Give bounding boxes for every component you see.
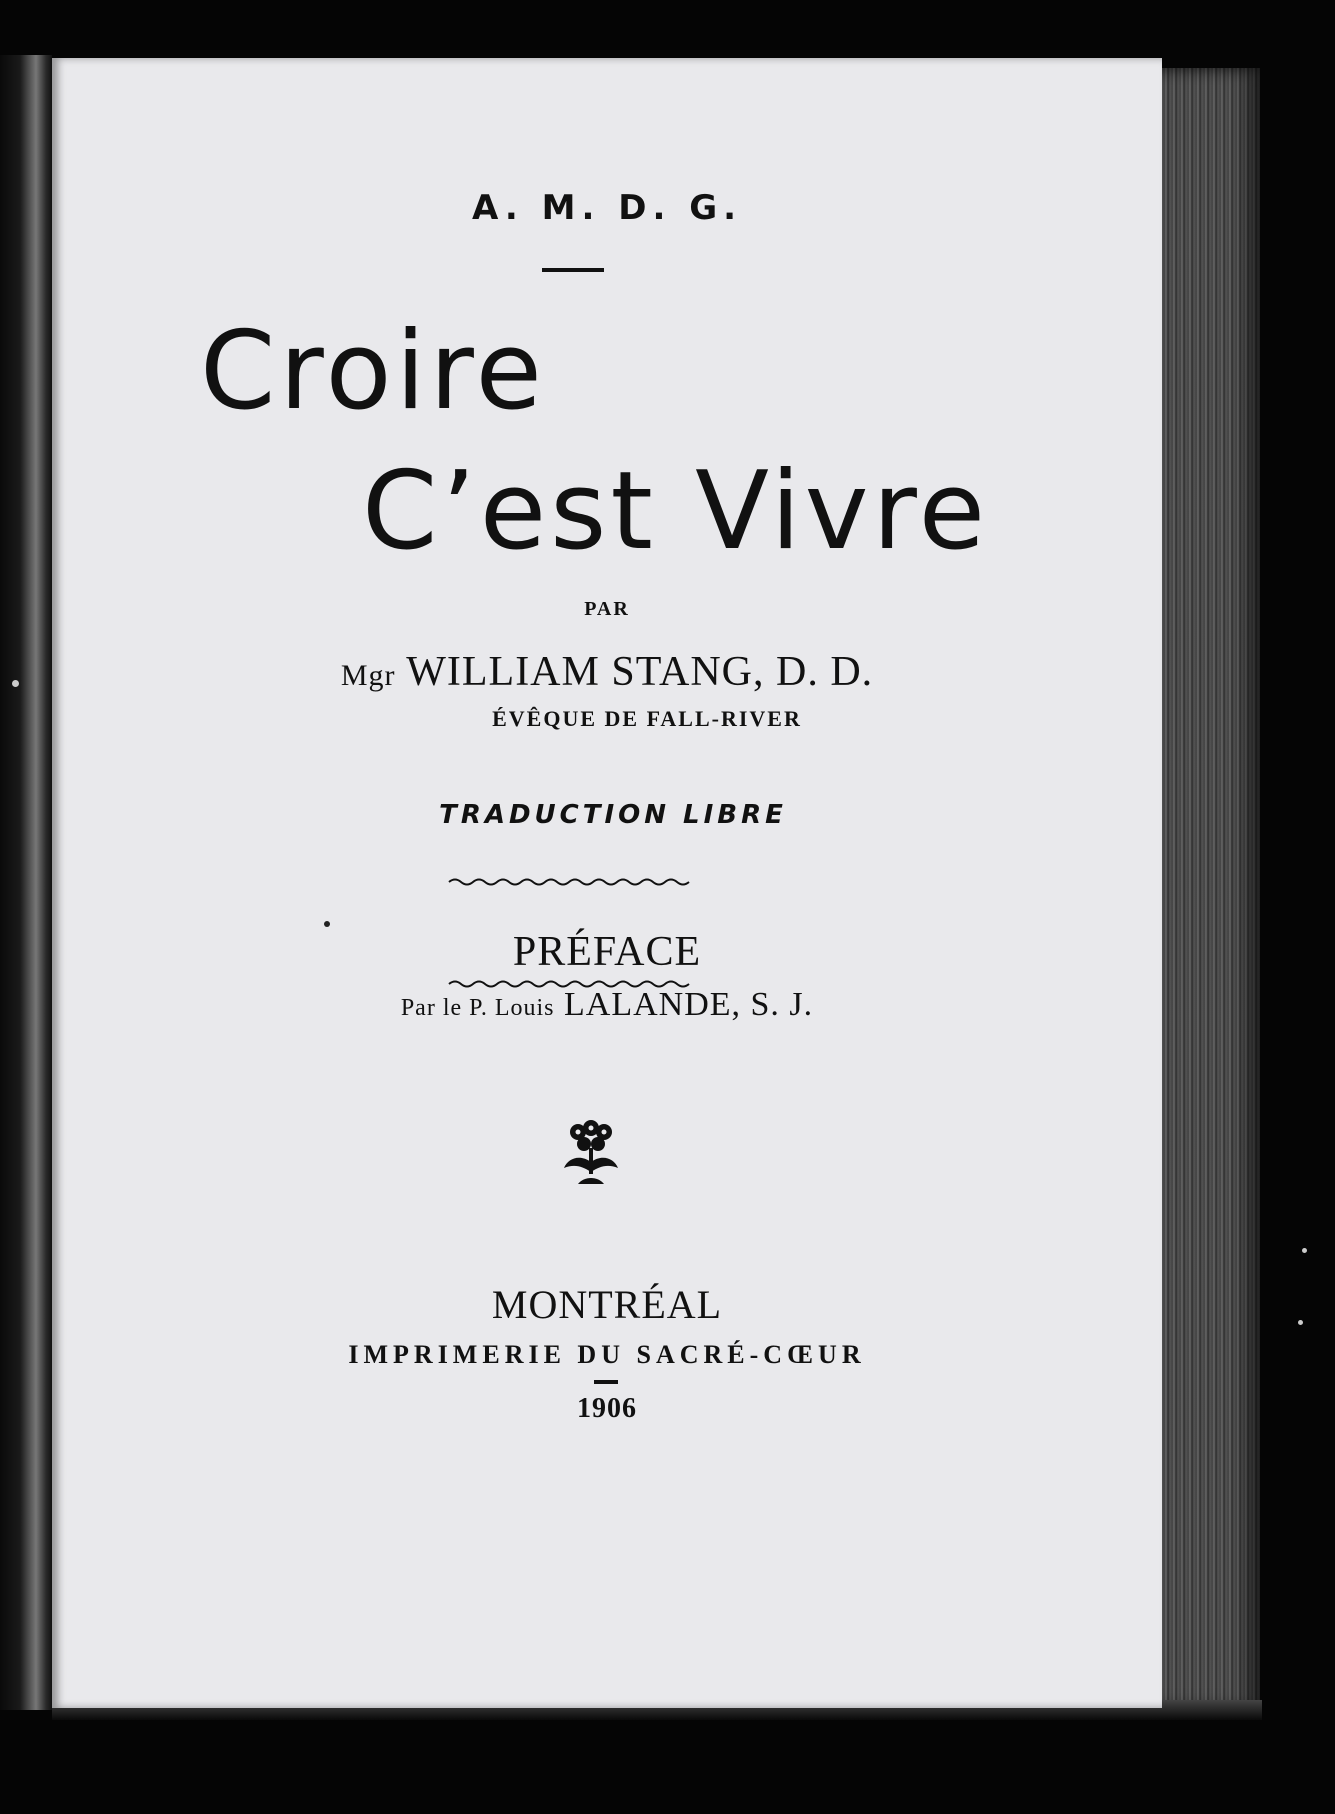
motto: A. M. D. G. xyxy=(471,188,743,228)
facing-page-edge xyxy=(0,55,52,1710)
dust-speck xyxy=(12,680,19,687)
short-rule xyxy=(542,268,604,272)
par-label: PAR xyxy=(584,598,630,620)
author-title: ÉVÊQUE DE FALL-RIVER xyxy=(492,706,802,731)
imprint-rule xyxy=(594,1380,618,1384)
imprint-city: MONTRÉAL xyxy=(491,1282,723,1327)
title-page xyxy=(52,58,1162,1708)
imprint-printer: IMPRIMERIE DU SACRÉ-CŒUR xyxy=(348,1340,866,1369)
preface-heading: PRÉFACE xyxy=(512,929,702,975)
author-name: WILLIAM STANG, D. D. xyxy=(406,649,874,695)
dust-speck xyxy=(1302,1248,1307,1253)
author-prefix: Mgr xyxy=(340,659,396,692)
floral-ornament-icon xyxy=(560,1118,622,1188)
title-line-1: Croire xyxy=(200,309,546,434)
imprint-year: 1906 xyxy=(577,1393,637,1424)
ink-speck xyxy=(324,921,330,927)
translation-label: TRADUCTION LIBRE xyxy=(439,800,787,830)
preface-author-prefix: Par le P. Louis xyxy=(400,995,555,1021)
preface-author-name: LALANDE, S. J. xyxy=(564,986,814,1023)
dust-speck xyxy=(1298,1320,1303,1325)
title-line-2: C’est Vivre xyxy=(362,449,990,574)
preface-author-line xyxy=(52,986,1162,1024)
wavy-rule-top xyxy=(447,876,697,888)
author-line xyxy=(52,648,1162,696)
